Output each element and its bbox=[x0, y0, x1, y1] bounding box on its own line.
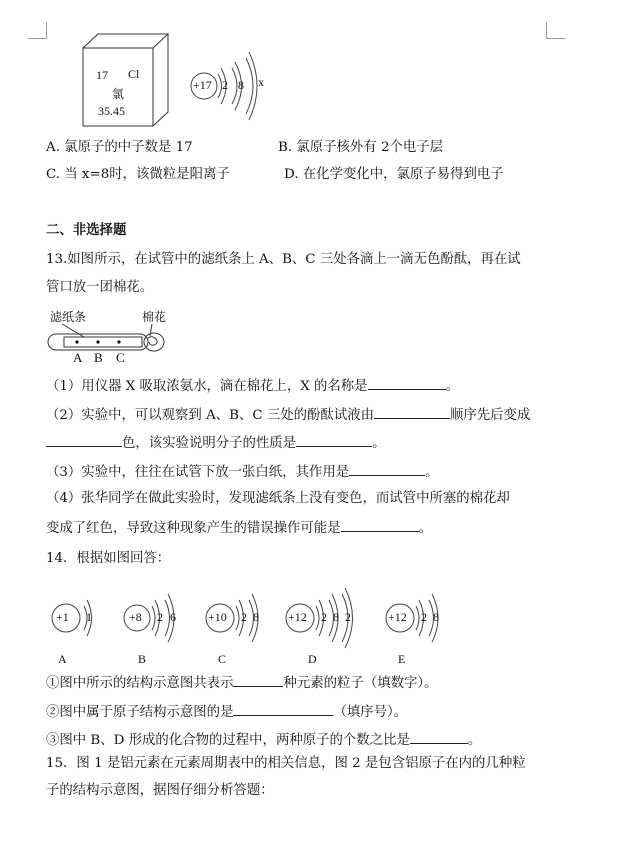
q13-part-2-mid: 顺序先后变成 bbox=[450, 408, 531, 423]
cl-shell-2: 8 bbox=[238, 78, 244, 92]
q13-part-3-text: （3）实验中，往往在试管下放一张白纸，其作用是 bbox=[46, 465, 350, 480]
diagram-e-shell-1: 2 bbox=[421, 610, 427, 624]
option-a: A. 氯原子的中子数是 17 bbox=[46, 140, 193, 155]
diagram-e-nucleus: +12 bbox=[388, 610, 407, 624]
point-label-a: A bbox=[73, 350, 83, 365]
diagram-a-shell-1: 1 bbox=[86, 610, 92, 624]
answer-blank[interactable] bbox=[368, 375, 446, 390]
q14-sub-1 bbox=[46, 672, 437, 694]
option-b: B. 氯原子核外有 2个电子层 bbox=[278, 140, 444, 155]
answer-blank[interactable] bbox=[374, 404, 450, 419]
diagram-c-nucleus: +10 bbox=[208, 610, 227, 624]
diagram-a-nucleus: +1 bbox=[56, 610, 69, 624]
q15-line-2: 子的结构示意图，据图仔细分析答题： bbox=[46, 783, 274, 798]
q13-part-3-end: 。 bbox=[425, 465, 439, 480]
q14-sub-1-text: ①图中所示的结构示意图共表示 bbox=[46, 676, 234, 691]
diagram-b-shell-1: 2 bbox=[157, 610, 163, 624]
point-a-dot bbox=[75, 340, 78, 343]
cl-shell-3: x bbox=[258, 75, 264, 89]
q13-part-2-end: 。 bbox=[372, 436, 386, 451]
diagram-d-label: D bbox=[308, 652, 317, 666]
answer-blank[interactable] bbox=[233, 672, 283, 687]
answer-blank[interactable] bbox=[349, 461, 425, 476]
element-symbol: Cl bbox=[128, 67, 140, 81]
q13-part-1-text: （1）用仪器 X 吸取浓氨水，滴在棉花上，X 的名称是 bbox=[46, 379, 368, 394]
diagram-b-nucleus: +8 bbox=[129, 610, 142, 624]
q13-line-1: 13.如图所示，在试管中的滤纸条上 A、B、C 三处各滴上一滴无色酚酞，再在试 bbox=[46, 252, 521, 267]
q14-sub-2 bbox=[46, 701, 407, 723]
corner-mark-left bbox=[28, 22, 47, 39]
point-c-dot bbox=[117, 340, 120, 343]
q13-part-2-text2: 色，该实验说明分子的性质是 bbox=[122, 436, 297, 451]
q13-part-4-cont bbox=[46, 517, 432, 539]
point-b-dot bbox=[96, 340, 99, 343]
option-c: C. 当 x=8时，该微粒是阳离子 bbox=[46, 167, 230, 182]
cl-nucleus-charge: +17 bbox=[193, 78, 212, 92]
answer-blank[interactable] bbox=[233, 701, 333, 716]
q13-line-2: 管口放一团棉花。 bbox=[46, 280, 154, 295]
diagram-b-shell-2: 6 bbox=[170, 610, 176, 624]
diagram-e-label: E bbox=[398, 652, 406, 666]
q13-part-2 bbox=[46, 404, 530, 426]
q14-sub-2-end: （填序号）。 bbox=[333, 705, 408, 720]
q14-sub-1-end: 种元素的粒子（填数字）。 bbox=[283, 676, 438, 691]
diagram-d-shell-1: 2 bbox=[321, 610, 327, 624]
q13-part-1 bbox=[46, 375, 459, 397]
corner-mark-right bbox=[546, 22, 565, 39]
label-cotton: 棉花 bbox=[142, 310, 167, 324]
q14-sub-3-text: ③图中 B、D 形成的化合物的过程中，两种原子的个数之比是 bbox=[46, 733, 410, 748]
element-name: 氯 bbox=[112, 87, 125, 101]
diagram-d-nucleus: +12 bbox=[288, 610, 307, 624]
q14-sub-3-end: 。 bbox=[467, 733, 482, 748]
q13-part-2-text: （2）实验中，可以观察到 A、B、C 三处的酚酞试液由 bbox=[46, 408, 374, 423]
diagram-e-shell-2: 8 bbox=[433, 610, 439, 624]
option-d: D. 在化学变化中，氯原子易得到电子 bbox=[284, 167, 504, 182]
answer-blank[interactable] bbox=[46, 432, 122, 447]
diagram-b-label: B bbox=[138, 652, 147, 666]
q13-part-4-end: 。 bbox=[418, 521, 432, 536]
q13-part-2-cont bbox=[46, 432, 385, 454]
diagram-d-shell-2: 8 bbox=[333, 610, 339, 624]
q14-sub-2-text: ②图中属于原子结构示意图的是 bbox=[46, 705, 234, 720]
section-title: 二、非选择题 bbox=[46, 222, 127, 238]
point-label-b: B bbox=[94, 350, 103, 365]
q13-part-1-end: 。 bbox=[445, 379, 459, 394]
answer-blank[interactable] bbox=[410, 729, 468, 744]
element-mass: 35.45 bbox=[98, 104, 125, 118]
diagram-c-shell-2: 8 bbox=[253, 610, 259, 624]
diagram-d-shell-3: 2 bbox=[345, 610, 351, 624]
q13-part-4: （4）张华同学在做此实验时，发现滤纸条上没有变色，而试管中所塞的棉花却 bbox=[46, 491, 510, 506]
q14-title: 14．根据如图回答： bbox=[46, 551, 171, 566]
q15-line-1: 15．图 1 是铝元素在元素周期表中的相关信息，图 2 是包含铝原子在内的几种粒 bbox=[46, 756, 526, 771]
q14-sub-3 bbox=[46, 729, 481, 751]
answer-blank[interactable] bbox=[341, 517, 419, 532]
answer-blank[interactable] bbox=[296, 432, 372, 447]
diagram-c-label: C bbox=[218, 652, 227, 666]
element-number: 17 bbox=[96, 68, 108, 82]
cl-shell-1: 2 bbox=[222, 78, 228, 92]
label-filter-paper: 滤纸条 bbox=[50, 310, 87, 324]
diagram-c-shell-1: 2 bbox=[241, 610, 247, 624]
q13-part-3 bbox=[46, 461, 439, 483]
q13-part-4-text: 变成了红色，导致这种现象产生的错误操作可能是 bbox=[46, 521, 341, 536]
point-label-c: C bbox=[116, 350, 125, 365]
diagram-a-label: A bbox=[58, 652, 67, 666]
